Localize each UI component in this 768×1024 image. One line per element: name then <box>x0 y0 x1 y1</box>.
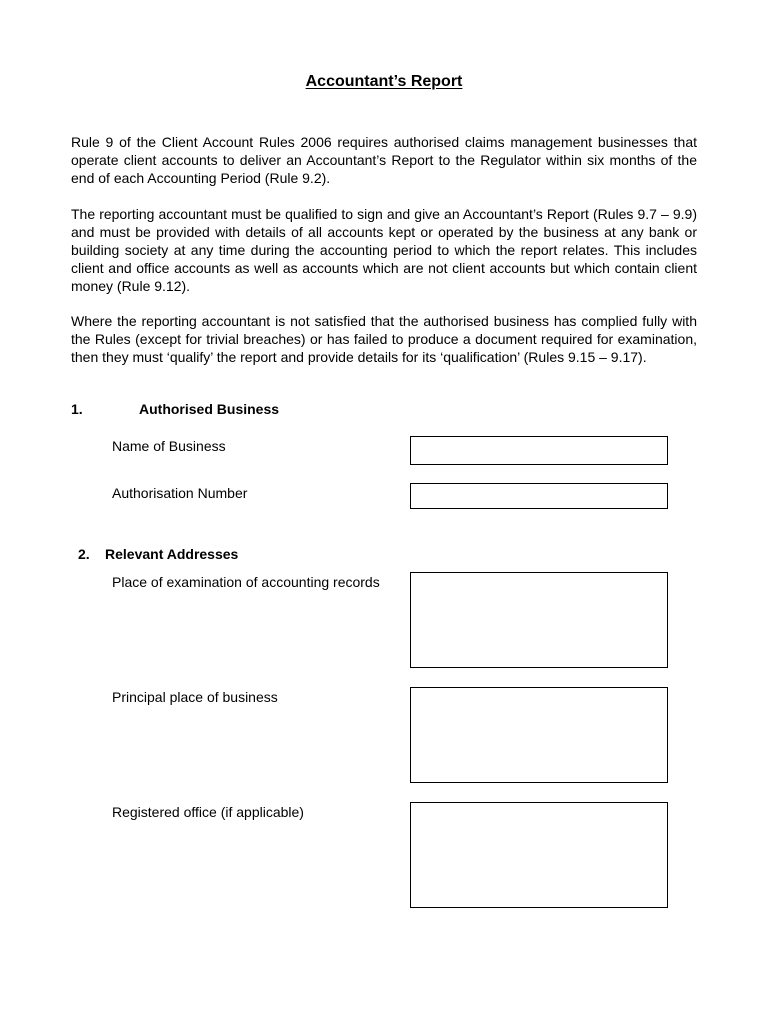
intro-paragraph-2: The reporting accountant must be qualified to sign and give an Accountant’s Report (Rules 9.7 – 9.9) and must be provided with details of all accounts kept or operated by the business at any bank or building society at any time during the accounting period to which the report relates. This includes client and office accounts as well as accounts which are not client accounts but which contain client money (Rule 9.12). <box>71 206 697 294</box>
name-of-business-field[interactable] <box>410 436 668 465</box>
authorisation-number-label: Authorisation Number <box>112 485 248 501</box>
document-title: Accountant’s Report <box>305 73 463 90</box>
examination-place-field[interactable] <box>410 572 668 668</box>
section-1-number: 1. <box>71 401 83 417</box>
principal-place-label: Principal place of business <box>112 689 278 705</box>
intro-paragraph-1: Rule 9 of the Client Account Rules 2006 requires authorised claims management businesses that operate client accounts to deliver an Accountant’s Report to the Regulator within six months of the end of each Accounting Period (Rule 9.2). <box>71 134 697 186</box>
principal-place-field[interactable] <box>410 687 668 783</box>
examination-place-label: Place of examination of accounting records <box>112 574 380 590</box>
name-of-business-label: Name of Business <box>112 438 226 454</box>
registered-office-label: Registered office (if applicable) <box>112 804 304 820</box>
authorisation-number-field[interactable] <box>410 483 668 509</box>
section-2-title: Relevant Addresses <box>105 546 239 562</box>
intro-paragraph-3: Where the reporting accountant is not satisfied that the authorised business has complied fully with the Rules (except for trivial breaches) or has failed to produce a document required for examination, then they must ‘qualify’ the report and provide details for its ‘qualification’ (Rules 9.15 – 9.17). <box>71 313 697 365</box>
registered-office-field[interactable] <box>410 802 668 908</box>
section-1-title: Authorised Business <box>139 401 280 417</box>
section-2-number: 2. <box>78 546 90 562</box>
